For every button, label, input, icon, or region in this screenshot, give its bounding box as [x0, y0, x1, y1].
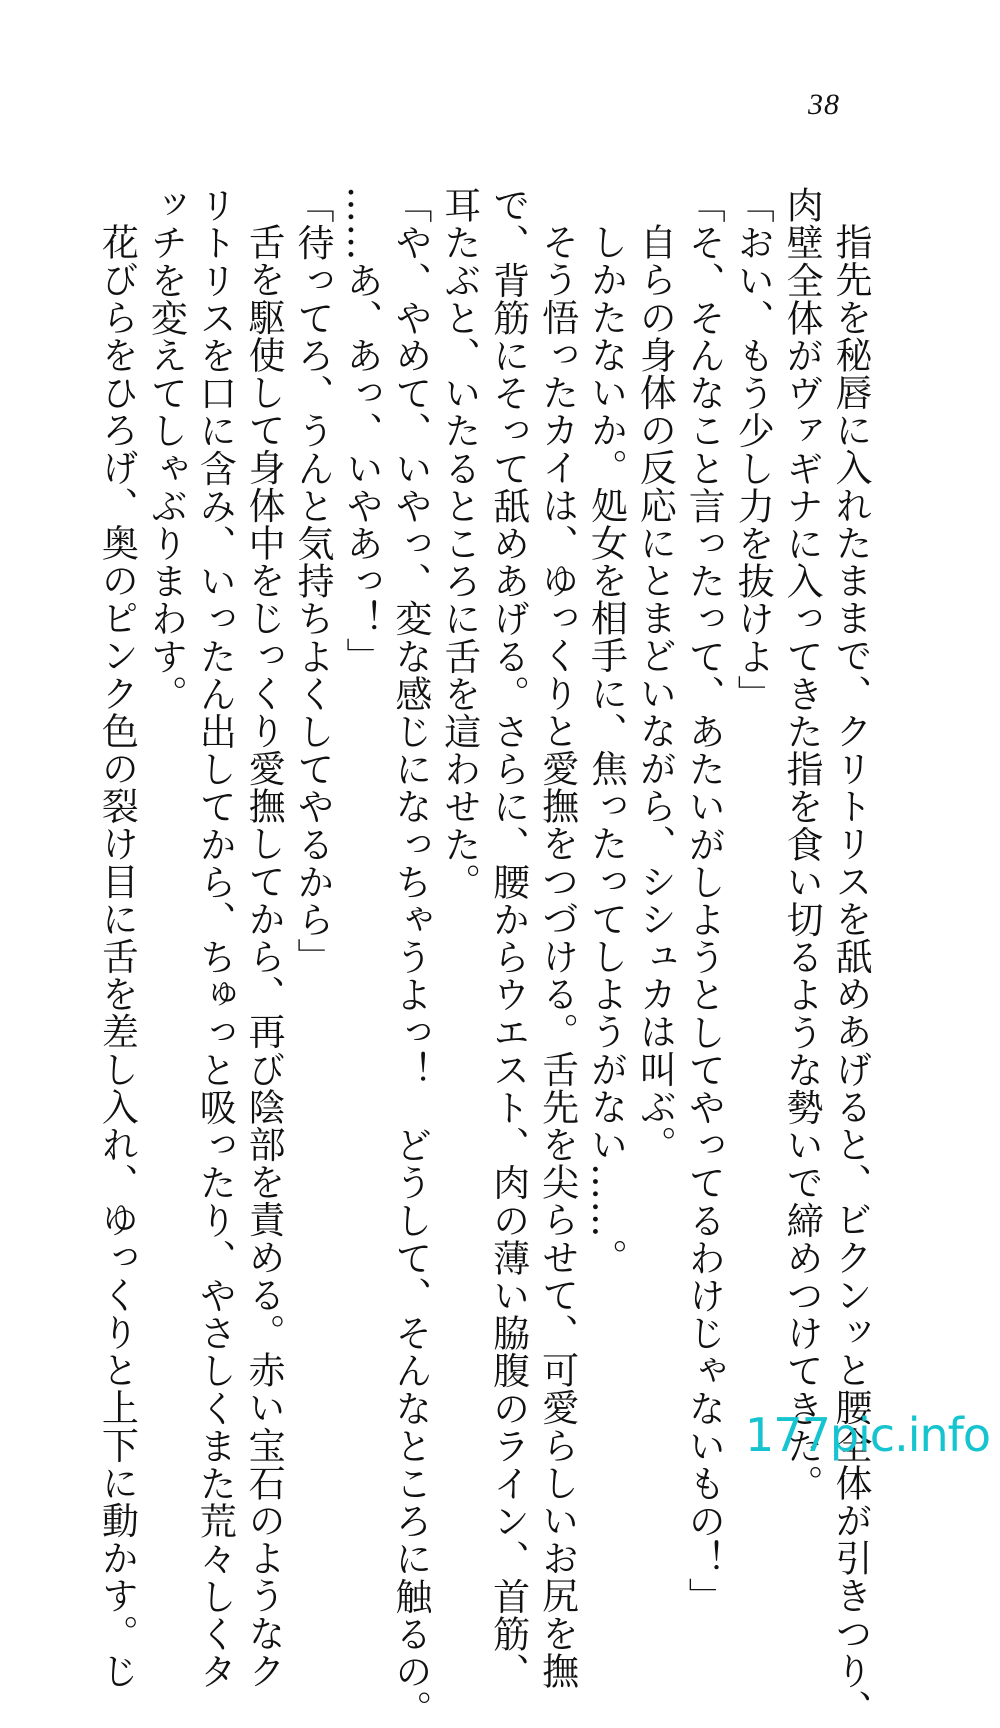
- text-line: リトリスを口に含み、いったん出してから、ちゅっと吸ったり、やさしくまた荒々しくタ: [193, 186, 237, 1690]
- text-line: そう悟ったカイは、ゆっくりと愛撫をつづける。舌先を尖らせて、可愛らしいお尻を撫: [535, 223, 579, 1690]
- text-line: しかたないか。処女を相手に、焦ったってしようがない……。: [584, 223, 628, 1276]
- text-line: 耳たぶと、いたるところに舌を這わせた。: [437, 186, 481, 901]
- text-line: 指先を秘唇に入れたままで、クリトリスを舐めあげると、ビクンッと腰全体が引きつり、: [829, 223, 872, 1727]
- text-line: 「や、やめて、いやっ、変な感じになっちゃうよっ！ どうして、そんなところに触るの。: [388, 186, 432, 1728]
- text-line: ッチを変えてしゃぶりまわす。: [144, 186, 188, 713]
- text-line: 「おい、もう少し力を抜けよ」: [731, 186, 775, 713]
- text-line: 「待ってろ、うんと気持ちよくしてやるから」: [291, 186, 335, 976]
- text-line: 肉壁全体がヴァギナに入ってきた指を食い切るような勢いで締めつけてきた。: [780, 186, 824, 1502]
- text-line: 自らの身体の反応にとまどいながら、シシュカは叫ぶ。: [633, 223, 677, 1163]
- text-line: 「そ、そんなこと言ったって、あたいがしようとしてやってるわけじゃないもの！」: [682, 186, 726, 1615]
- text-line: ……あ、あっ、いやあっ！」: [339, 186, 383, 675]
- text-line: 花びらをひろげ、奥のピンク色の裂け目に舌を差し入れ、ゆっくりと上下に動かす。じ: [95, 223, 139, 1690]
- page-number: 38: [808, 88, 840, 121]
- watermark-link[interactable]: 177pic.info: [745, 1408, 990, 1462]
- text-line: 舌を駆使して身体中をじっくり愛撫してから、再び陰部を責める。赤い宝石のようなク: [242, 223, 286, 1690]
- text-line: で、背筋にそって舐めあげる。さらに、腰からウエスト、肉の薄い脇腹のライン、首筋、: [486, 186, 530, 1690]
